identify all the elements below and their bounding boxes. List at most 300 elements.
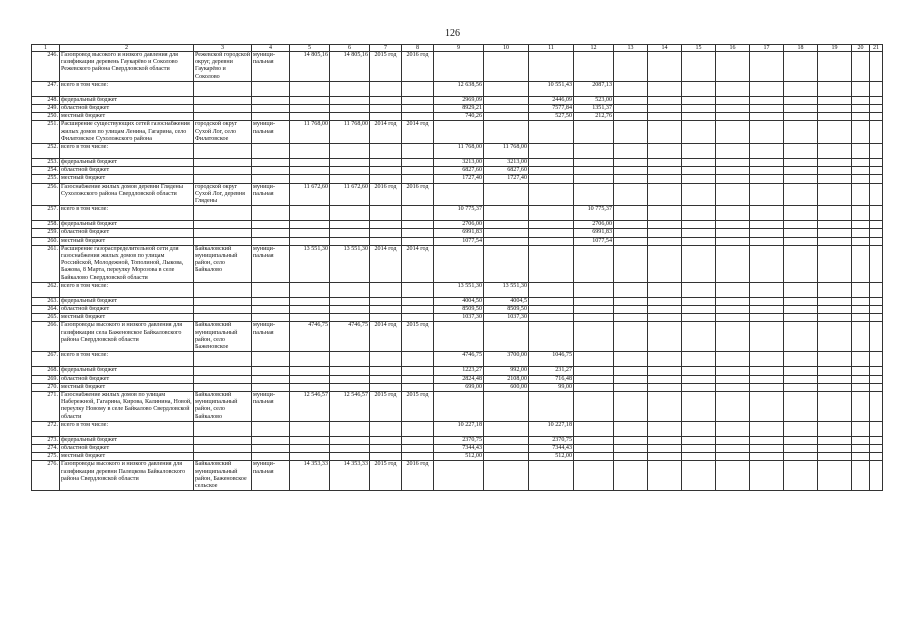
cell-row-number: 274. [32,444,60,452]
cell-empty [648,352,682,367]
cell-row-number: 263. [32,297,60,305]
cell-municipality [194,96,252,104]
cell-empty [648,52,682,82]
cell-row-number: 270. [32,383,60,391]
cell-municipality [194,282,252,297]
cell-empty [870,322,883,352]
cell-construction-end [402,444,434,452]
cell-construction-start: 2015 год [370,391,402,421]
table-row [32,206,883,221]
cell-construction-start: 2014 год [370,121,402,144]
cell-empty [750,421,784,436]
cell-object-name: всего в том числе: [60,144,194,159]
cell-construction-end [402,206,434,221]
cell-empty [818,461,852,491]
cell-ownership [252,237,290,245]
cell-estimated-cost-current [330,282,370,297]
cell-construction-start [370,229,402,237]
cell-construction-start [370,367,402,375]
table-row [32,221,883,229]
cell-empty [716,282,750,297]
table-row [32,282,883,297]
cell-empty [614,297,648,305]
cell-construction-start [370,144,402,159]
cell-empty [750,322,784,352]
cell-empty [750,444,784,452]
cell-empty [682,245,716,282]
cell-empty [750,245,784,282]
cell-funding-2014: 6827,60 [484,167,529,175]
cell-estimated-cost-current [330,436,370,444]
cell-empty [784,391,818,421]
cell-empty [870,183,883,206]
cell-empty [648,306,682,314]
cell-empty [682,81,716,96]
cell-row-number: 260. [32,237,60,245]
cell-municipality [194,444,252,452]
cell-empty [818,297,852,305]
cell-funding-2016: 523,00 [574,96,614,104]
cell-empty [648,175,682,183]
cell-empty [614,206,648,221]
cell-empty [682,113,716,121]
table-row [32,144,883,159]
cell-funding-total: 1727,40 [434,175,484,183]
cell-funding-2015 [529,237,574,245]
cell-ownership [252,282,290,297]
cell-funding-2016 [574,297,614,305]
column-number: 13 [614,45,648,52]
cell-empty [614,113,648,121]
cell-estimated-cost [290,375,330,383]
cell-empty [852,297,870,305]
cell-funding-2016 [574,245,614,282]
cell-funding-2016 [574,167,614,175]
cell-object-name: всего в том числе: [60,352,194,367]
table-body [32,45,883,491]
cell-construction-end [402,282,434,297]
cell-funding-2016: 2087,13 [574,81,614,96]
cell-empty [784,245,818,282]
cell-funding-2016 [574,322,614,352]
cell-empty [648,391,682,421]
cell-funding-2016 [574,314,614,322]
cell-empty [784,96,818,104]
cell-funding-2015: 7344,43 [529,444,574,452]
cell-row-number: 271. [32,391,60,421]
cell-estimated-cost-current [330,113,370,121]
cell-empty [870,314,883,322]
table-row [32,167,883,175]
cell-empty [750,183,784,206]
cell-empty [716,421,750,436]
cell-construction-end [402,306,434,314]
cell-empty [852,322,870,352]
cell-empty [682,237,716,245]
cell-empty [784,444,818,452]
cell-row-number: 262. [32,282,60,297]
cell-funding-2016 [574,375,614,383]
cell-empty [614,453,648,461]
cell-empty [784,144,818,159]
cell-funding-2015: 1046,75 [529,352,574,367]
cell-empty [818,453,852,461]
cell-empty [648,81,682,96]
cell-empty [870,461,883,491]
cell-funding-2015 [529,159,574,167]
cell-object-name: областной бюджет [60,444,194,452]
cell-ownership [252,453,290,461]
cell-empty [716,322,750,352]
cell-ownership [252,81,290,96]
cell-funding-2015 [529,121,574,144]
cell-empty [870,444,883,452]
cell-funding-total: 6991,83 [434,229,484,237]
cell-row-number: 275. [32,453,60,461]
cell-funding-2014 [484,183,529,206]
cell-empty [682,322,716,352]
cell-empty [750,375,784,383]
cell-funding-2014: 13 551,30 [484,282,529,297]
cell-empty [750,306,784,314]
cell-funding-2014 [484,121,529,144]
cell-empty [750,221,784,229]
column-number-row [32,45,883,52]
cell-funding-2016 [574,421,614,436]
cell-empty [852,167,870,175]
cell-empty [818,105,852,113]
cell-empty [716,237,750,245]
cell-construction-end [402,105,434,113]
cell-empty [716,297,750,305]
cell-empty [716,105,750,113]
cell-municipality [194,113,252,121]
cell-funding-2015 [529,221,574,229]
cell-empty [852,282,870,297]
cell-funding-2014 [484,229,529,237]
cell-row-number: 259. [32,229,60,237]
cell-estimated-cost [290,352,330,367]
cell-empty [870,81,883,96]
cell-empty [784,367,818,375]
cell-estimated-cost [290,113,330,121]
cell-empty [682,314,716,322]
cell-empty [682,159,716,167]
cell-ownership [252,367,290,375]
cell-empty [614,175,648,183]
column-number: 20 [852,45,870,52]
cell-municipality [194,144,252,159]
budget-table [31,44,883,491]
cell-empty [750,436,784,444]
cell-estimated-cost-current [330,453,370,461]
cell-object-name: Расширение существующих сетей газоснабжения жилых домов по улицам Ленина, Гагарина, село Филатовское Сухоложского района [60,121,194,144]
cell-ownership [252,375,290,383]
cell-empty [648,159,682,167]
cell-funding-2014: 3700,00 [484,352,529,367]
cell-empty [870,367,883,375]
cell-empty [818,221,852,229]
cell-construction-start [370,297,402,305]
cell-funding-2015 [529,175,574,183]
cell-empty [784,81,818,96]
cell-empty [614,52,648,82]
cell-funding-2014: 3213,00 [484,159,529,167]
cell-funding-total: 12 638,56 [434,81,484,96]
cell-ownership: муници-пальная [252,183,290,206]
cell-object-name: областной бюджет [60,167,194,175]
cell-funding-2015: 99,00 [529,383,574,391]
table-row [32,52,883,82]
cell-object-name: Газопроводы высокого и низкого давления для газификации деревни Палецкова Байкаловского района Свердловской области [60,461,194,491]
cell-funding-2014 [484,81,529,96]
cell-empty [818,314,852,322]
cell-empty [818,206,852,221]
cell-municipality [194,81,252,96]
cell-empty [750,453,784,461]
cell-funding-2015 [529,306,574,314]
cell-empty [852,105,870,113]
cell-empty [784,297,818,305]
cell-construction-end [402,221,434,229]
cell-estimated-cost: 14 805,16 [290,52,330,82]
cell-empty [852,52,870,82]
cell-municipality [194,221,252,229]
cell-empty [614,159,648,167]
cell-funding-total: 4746,75 [434,352,484,367]
cell-empty [682,461,716,491]
cell-empty [648,453,682,461]
cell-empty [870,306,883,314]
cell-funding-2016 [574,159,614,167]
cell-empty [818,245,852,282]
cell-empty [614,322,648,352]
table-row [32,297,883,305]
cell-empty [852,245,870,282]
cell-row-number: 256. [32,183,60,206]
cell-funding-2014 [484,237,529,245]
cell-empty [682,391,716,421]
page-number: 126 [445,28,460,39]
cell-row-number: 269. [32,375,60,383]
cell-empty [750,96,784,104]
cell-empty [784,113,818,121]
cell-empty [870,391,883,421]
cell-funding-total: 512,00 [434,453,484,461]
cell-estimated-cost-current [330,306,370,314]
cell-municipality [194,352,252,367]
cell-object-name: всего в том числе: [60,282,194,297]
cell-estimated-cost [290,229,330,237]
cell-funding-2016 [574,383,614,391]
cell-municipality: Байкаловский муниципальный район, село Байкалово [194,391,252,421]
cell-empty [614,229,648,237]
cell-empty [682,306,716,314]
cell-construction-start [370,306,402,314]
cell-construction-end [402,421,434,436]
cell-construction-end [402,113,434,121]
cell-empty [818,96,852,104]
cell-estimated-cost-current [330,375,370,383]
cell-estimated-cost [290,221,330,229]
cell-row-number: 276. [32,461,60,491]
cell-construction-start [370,96,402,104]
cell-empty [852,121,870,144]
table-row [32,81,883,96]
cell-row-number: 254. [32,167,60,175]
cell-construction-start: 2014 год [370,322,402,352]
cell-empty [648,167,682,175]
cell-empty [852,352,870,367]
cell-estimated-cost: 13 551,30 [290,245,330,282]
cell-municipality [194,206,252,221]
cell-funding-total: 13 551,30 [434,282,484,297]
cell-empty [784,229,818,237]
cell-construction-end: 2014 год [402,245,434,282]
cell-municipality: Байкаловский муниципальный район, село Байкалово [194,245,252,282]
cell-funding-2015 [529,183,574,206]
cell-estimated-cost: 11 768,00 [290,121,330,144]
cell-empty [784,206,818,221]
table-row [32,183,883,206]
table-row [32,237,883,245]
cell-empty [852,183,870,206]
column-number: 5 [290,45,330,52]
cell-funding-2016: 6991,83 [574,229,614,237]
cell-municipality [194,306,252,314]
cell-empty [870,352,883,367]
cell-empty [818,175,852,183]
cell-construction-start [370,375,402,383]
column-number: 17 [750,45,784,52]
cell-empty [716,52,750,82]
cell-empty [750,167,784,175]
cell-empty [750,206,784,221]
cell-estimated-cost-current [330,81,370,96]
cell-estimated-cost [290,297,330,305]
cell-empty [682,453,716,461]
cell-estimated-cost [290,237,330,245]
cell-empty [870,375,883,383]
cell-empty [870,383,883,391]
cell-estimated-cost [290,167,330,175]
cell-row-number: 261. [32,245,60,282]
cell-funding-2015 [529,144,574,159]
cell-funding-2016 [574,352,614,367]
cell-empty [784,52,818,82]
cell-empty [750,159,784,167]
cell-empty [682,206,716,221]
cell-estimated-cost-current: 11 672,60 [330,183,370,206]
cell-empty [784,375,818,383]
cell-empty [716,113,750,121]
cell-ownership [252,306,290,314]
cell-empty [716,81,750,96]
cell-funding-total [434,322,484,352]
cell-ownership [252,159,290,167]
cell-funding-2015: 2446,09 [529,96,574,104]
cell-empty [682,221,716,229]
column-number: 19 [818,45,852,52]
cell-municipality: городской округ Сухой Лог, деревня Глядены [194,183,252,206]
cell-empty [648,367,682,375]
cell-ownership: муници-пальная [252,121,290,144]
cell-empty [682,297,716,305]
table-row [32,314,883,322]
cell-funding-2014 [484,391,529,421]
cell-construction-end [402,144,434,159]
cell-empty [852,96,870,104]
cell-empty [852,221,870,229]
cell-estimated-cost-current [330,444,370,452]
cell-empty [716,206,750,221]
cell-empty [818,183,852,206]
cell-funding-2016 [574,121,614,144]
cell-empty [784,167,818,175]
cell-funding-2015: 7577,84 [529,105,574,113]
cell-funding-total: 10 227,18 [434,421,484,436]
cell-empty [614,375,648,383]
cell-construction-end [402,383,434,391]
cell-funding-2016 [574,282,614,297]
cell-empty [614,245,648,282]
cell-funding-total: 10 775,37 [434,206,484,221]
cell-funding-total: 2969,09 [434,96,484,104]
cell-empty [784,306,818,314]
cell-estimated-cost-current [330,383,370,391]
cell-row-number: 258. [32,221,60,229]
cell-empty [682,436,716,444]
cell-empty [614,383,648,391]
cell-empty [784,436,818,444]
cell-funding-2014 [484,444,529,452]
cell-empty [648,375,682,383]
cell-row-number: 265. [32,314,60,322]
cell-empty [818,237,852,245]
cell-construction-start [370,105,402,113]
column-number: 1 [32,45,60,52]
cell-ownership: муници-пальная [252,52,290,82]
cell-ownership [252,221,290,229]
cell-ownership [252,113,290,121]
cell-empty [784,322,818,352]
cell-funding-2015: 10 551,43 [529,81,574,96]
cell-empty [818,167,852,175]
cell-empty [750,52,784,82]
column-number: 18 [784,45,818,52]
cell-construction-end: 2015 год [402,322,434,352]
cell-empty [818,52,852,82]
cell-empty [852,113,870,121]
cell-empty [784,352,818,367]
cell-empty [716,375,750,383]
cell-estimated-cost [290,453,330,461]
cell-empty [852,383,870,391]
column-number: 11 [529,45,574,52]
cell-empty [870,52,883,82]
cell-municipality [194,314,252,322]
cell-funding-total: 1223,27 [434,367,484,375]
cell-empty [852,229,870,237]
cell-construction-start [370,221,402,229]
cell-empty [852,206,870,221]
cell-estimated-cost [290,144,330,159]
cell-empty [716,221,750,229]
cell-municipality: Байкаловский муниципальный район, Баженовское сельское [194,461,252,491]
column-number: 6 [330,45,370,52]
cell-funding-2015 [529,167,574,175]
cell-empty [750,81,784,96]
